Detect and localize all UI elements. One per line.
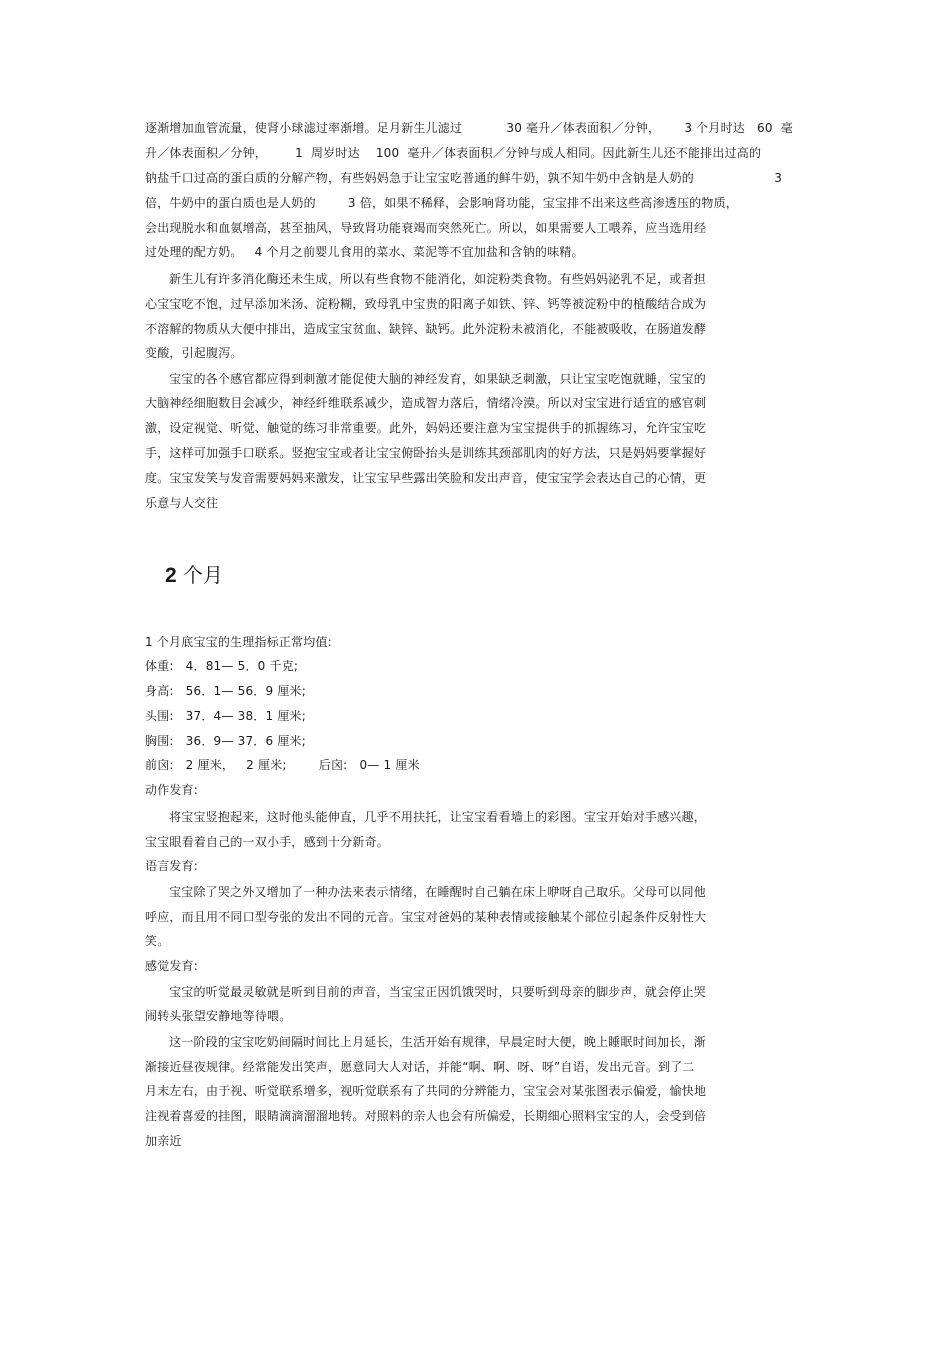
text-line: 手，这样可加强手口联系。竖抱宝宝或者让宝宝俯卧抬头是训练其颈部肌肉的好方法，只是妈妈要掌握好 xyxy=(145,446,707,460)
text-line: 笑。 xyxy=(145,934,170,948)
indicator-fontanel: 前囟: 2 厘米， 2 厘米; 后囟: 0— 1 厘米 xyxy=(145,758,420,772)
text-line: 宝宝除了哭之外又增加了一种办法来表示情绪，在睡醒时自己躺在床上咿呀自己取乐。父母可以同他 xyxy=(145,885,706,899)
text-line: 宝宝的各个感官都应得到刺激才能促使大脑的神经发育，如果缺乏刺激，只让宝宝吃饱就睡，宝宝的 xyxy=(145,372,706,386)
text-line: 倍，牛奶中的蛋白质也是人奶的 3 倍，如果不稀释，会影响肾功能，宝宝排不出来这些高渗透压的物质， xyxy=(145,196,738,210)
text-line: 乐意与人交往 xyxy=(145,496,219,510)
section-heading xyxy=(165,562,223,589)
text-line: 心宝宝吃不饱，过早添加米汤、淀粉糊，致母乳中宝贵的阳离子如铁、锌、钙等被淀粉中的植酸结合成为 xyxy=(145,297,707,311)
text-line: 将宝宝竖抱起来，这时他头能伸直，几乎不用扶托，让宝宝看看墙上的彩图。宝宝开始对手感兴趣， xyxy=(145,810,706,824)
text-line: 度。宝宝发笑与发音需要妈妈来激发，让宝宝早些露出笑脸和发出声音，使宝宝学会表达自己的心情，更 xyxy=(145,471,707,485)
indicator-height: 身高: 56．1— 56．9 厘米; xyxy=(145,684,306,698)
text-line: 闹转头张望安静地等待喂。 xyxy=(145,1009,292,1023)
text-line: 加亲近 xyxy=(145,1134,182,1148)
heading-number: 2 xyxy=(165,564,177,587)
text-line: 注视着喜爱的挂图，眼睛滴滴溜溜地转。对照料的亲人也会有所偏爱，长期细心照料宝宝的人，会受到倍 xyxy=(145,1109,707,1123)
text-line: 新生儿有许多消化酶还未生成，所以有些食物不能消化，如淀粉类食物。有些妈妈泌乳不足，或者担 xyxy=(145,272,706,286)
text-line: 不溶解的物质从大便中排出，造成宝宝贫血、缺锌、缺钙。此外淀粉未被消化，不能被吸收，在肠道发酵 xyxy=(145,322,707,336)
text-line: 呼应，而且用不同口型夸张的发出不同的元音。宝宝对爸妈的某种表情或接触某个部位引起条件反射性大 xyxy=(145,910,707,924)
language-label: 语言发育: xyxy=(145,859,199,873)
sensory-label: 感觉发育: xyxy=(145,959,199,973)
indicators-intro: 1 个月底宝宝的生理指标正常均值: xyxy=(145,635,332,649)
text-line: 钠盐千口过高的蛋白质的分解产物，有些妈妈急于让宝宝吃普通的鲜牛奶，孰不知牛奶中含钠是人奶的 3 xyxy=(145,171,783,185)
motor-label: 动作发育: xyxy=(145,783,199,797)
text-line: 升／体表面积／分钟， 1 周岁时达 100 毫升／体表面积／分钟与成人相同。因此新生儿还不能排出过高的 xyxy=(145,146,762,160)
indicator-head: 头围: 37．4— 38．1 厘米; xyxy=(145,709,306,723)
text-line: 激，设定视觉、听觉、触觉的练习非常重要。此外，妈妈还要注意为宝宝提供手的抓握练习，允许宝宝吃 xyxy=(145,421,707,435)
text-line: 逐渐增加血管流量，使肾小球滤过率渐增。足月新生儿滤过 30 毫升／体表面积／分钟， 3 个月时达 60 毫 xyxy=(145,121,793,135)
text-line: 宝宝的听觉最灵敏就是听到目前的声音，当宝宝正因饥饿哭时，只要听到母亲的脚步声，就会停止哭 xyxy=(145,985,706,999)
text-line: 这一阶段的宝宝吃奶间隔时间比上月延长，生活开始有规律，早晨定时大便，晚上睡眠时间加长，渐 xyxy=(145,1035,706,1049)
text-line: 渐接近昼夜规律。经常能发出笑声，愿意同大人对话，并能“啊、啊、呀、呀”自语，发出元音。到了二 xyxy=(145,1060,695,1074)
indicator-chest: 胸围: 36．9— 37．6 厘米; xyxy=(145,734,306,748)
indicator-weight: 体重: 4．81— 5．0 千克; xyxy=(145,659,299,673)
text-line: 会出现脱水和血氨增高，甚至抽风，导致肾功能衰竭而突然死亡。所以，如果需要人工喂养，应当选用经 xyxy=(145,221,707,235)
text-line: 宝宝眼看着自己的一双小手，感到十分新奇。 xyxy=(145,835,390,849)
heading-text: 个月 xyxy=(176,563,224,587)
text-line: 变酸，引起腹泻。 xyxy=(145,346,243,360)
text-line: 月末左右，由于视、听觉联系增多，视听觉联系有了共同的分辨能力，宝宝会对某张图表示偏爱，愉快地 xyxy=(145,1084,707,1098)
text-line: 大脑神经细胞数目会减少，神经纤维联系减少，造成智力落后，情绪冷漠。所以对宝宝进行适宜的感官刺 xyxy=(145,396,707,410)
text-line: 过处理的配方奶。 4 个月之前婴儿食用的菜水、菜泥等不宜加盐和含钠的味精。 xyxy=(145,245,584,259)
